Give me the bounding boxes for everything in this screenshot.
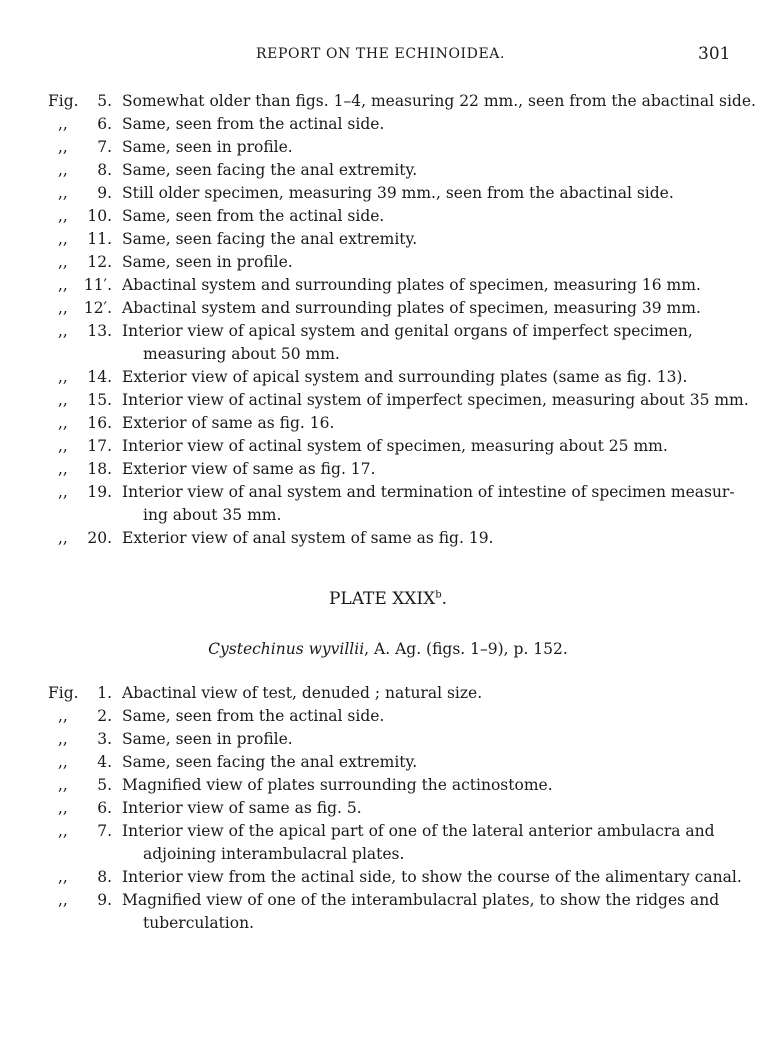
species-caption (0, 640, 776, 658)
running-head (0, 46, 776, 70)
figure-entry (0, 366, 776, 389)
figure-number: 16. (87, 414, 112, 432)
figure-number: 19. (87, 483, 112, 501)
figure-number: 17. (87, 437, 112, 455)
plate-heading-text: PLATE XXIX (328, 589, 436, 609)
ditto-mark: ,, (58, 822, 68, 840)
ditto-mark: ,, (58, 529, 68, 547)
figure-description: Same, seen in profile. (122, 253, 293, 271)
figure-description: Interior view of actinal system of imperfect specimen, measuring about 35 mm. (122, 391, 749, 409)
figure-description: Abactinal system and surrounding plates of specimen, measuring 39 mm. (122, 299, 701, 317)
ditto-mark: ,, (58, 138, 68, 156)
ditto-mark: ,, (58, 483, 68, 501)
figure-description: Magnified view of one of the interambulacral plates, to show the ridges and (122, 891, 720, 909)
figure-description: Same, seen from the actinal side. (122, 115, 385, 133)
figure-description-continued: adjoining interambulacral plates. (143, 845, 405, 863)
figure-description: Interior view of anal system and termination of intestine of specimen measur- (122, 483, 735, 501)
figure-entry (0, 159, 776, 182)
figure-entry (0, 90, 776, 113)
figure-number: 20. (87, 529, 112, 547)
figure-number: 12′. (83, 299, 112, 317)
figure-entry (0, 297, 776, 320)
figure-entry (0, 136, 776, 159)
figure-entry (0, 205, 776, 228)
figure-number: 11′. (83, 276, 112, 294)
plate-heading-superscript: b (435, 589, 442, 601)
figure-description: Same, seen from the actinal side. (122, 707, 385, 725)
figure-entry (0, 774, 776, 797)
ditto-mark: ,, (58, 868, 68, 886)
ditto-mark: ,, (58, 230, 68, 248)
figure-number: 5. (97, 92, 112, 110)
ditto-mark: ,, (58, 161, 68, 179)
figure-number: 14. (87, 368, 112, 386)
figure-number: 6. (97, 799, 112, 817)
figure-entry (0, 412, 776, 435)
figure-number: 11. (87, 230, 112, 248)
ditto-mark: ,, (58, 460, 68, 478)
figure-description: Same, seen facing the anal extremity. (122, 230, 418, 248)
figure-description: Abactinal view of test, denuded ; natural size. (122, 684, 483, 702)
figure-number: 3. (97, 730, 112, 748)
figure-number: 12. (87, 253, 112, 271)
figure-number: 6. (97, 115, 112, 133)
ditto-mark: ,, (58, 437, 68, 455)
figure-number: 10. (87, 207, 112, 225)
figure-entry (0, 481, 776, 504)
figure-entry (0, 682, 776, 705)
figure-description: Same, seen in profile. (122, 138, 293, 156)
figure-number: 5. (97, 776, 112, 794)
figure-number: 7. (97, 138, 112, 156)
figure-entry (0, 228, 776, 251)
figure-number: 4. (97, 753, 112, 771)
figure-entry (0, 182, 776, 205)
figure-entry (0, 728, 776, 751)
figure-entry (0, 797, 776, 820)
fig-label: Fig. (48, 684, 79, 702)
figure-entry (0, 889, 776, 912)
figure-description: Same, seen facing the anal extremity. (122, 753, 418, 771)
ditto-mark: ,, (58, 391, 68, 409)
ditto-mark: ,, (58, 276, 68, 294)
figure-description: Exterior view of same as fig. 17. (122, 460, 376, 478)
ditto-mark: ,, (58, 184, 68, 202)
figure-entry-continuation (0, 343, 776, 366)
figure-number: 7. (97, 822, 112, 840)
figure-entry-continuation (0, 843, 776, 866)
figure-description: Somewhat older than figs. 1–4, measuring 22 mm., seen from the abactinal side. (122, 92, 756, 110)
ditto-mark: ,, (58, 299, 68, 317)
ditto-mark: ,, (58, 368, 68, 386)
ditto-mark: ,, (58, 115, 68, 133)
figure-description: Exterior view of anal system of same as fig. 19. (122, 529, 494, 547)
ditto-mark: ,, (58, 776, 68, 794)
ditto-mark: ,, (58, 799, 68, 817)
plate-heading-end: . (441, 589, 448, 609)
ditto-mark: ,, (58, 753, 68, 771)
figure-entry-continuation (0, 504, 776, 527)
figure-description: Interior view of the apical part of one of the lateral anterior ambulacra and (122, 822, 715, 840)
figure-number: 13. (87, 322, 112, 340)
figure-description-continued: measuring about 50 mm. (143, 345, 340, 363)
figure-description: Same, seen in profile. (122, 730, 293, 748)
figure-description-continued: tuberculation. (143, 914, 255, 932)
figure-description: Exterior view of apical system and surrounding plates (same as fig. 13). (122, 368, 688, 386)
figure-entry (0, 458, 776, 481)
figure-entry (0, 820, 776, 843)
ditto-mark: ,, (58, 891, 68, 909)
figure-entry (0, 705, 776, 728)
figure-entry (0, 113, 776, 136)
ditto-mark: ,, (58, 707, 68, 725)
plate-a-figure-list (0, 90, 776, 550)
figure-description: Interior view from the actinal side, to show the course of the alimentary canal. (122, 868, 742, 886)
species-reference: , A. Ag. (figs. 1–9), p. 152. (364, 640, 568, 658)
figure-number: 1. (97, 684, 112, 702)
ditto-mark: ,, (58, 207, 68, 225)
figure-entry (0, 320, 776, 343)
figure-description: Still older specimen, measuring 39 mm., seen from the abactinal side. (122, 184, 674, 202)
figure-entry (0, 435, 776, 458)
species-name: Cystechinus wyvillii (208, 640, 365, 658)
figure-entry (0, 251, 776, 274)
figure-entry (0, 274, 776, 297)
figure-number: 8. (97, 161, 112, 179)
figure-description: Exterior of same as fig. 16. (122, 414, 335, 432)
plate-b-figure-list (0, 682, 776, 935)
figure-description: Interior view of actinal system of specimen, measuring about 25 mm. (122, 437, 668, 455)
figure-description: Abactinal system and surrounding plates of specimen, measuring 16 mm. (122, 276, 701, 294)
figure-number: 8. (97, 868, 112, 886)
fig-label: Fig. (48, 92, 79, 110)
figure-number: 2. (97, 707, 112, 725)
figure-description-continued: ing about 35 mm. (143, 506, 282, 524)
figure-entry (0, 527, 776, 550)
ditto-mark: ,, (58, 253, 68, 271)
figure-number: 18. (87, 460, 112, 478)
figure-entry (0, 751, 776, 774)
page-number: 301 (698, 44, 731, 64)
figure-description: Magnified view of plates surrounding the actinostome. (122, 776, 553, 794)
figure-number: 9. (97, 891, 112, 909)
running-head-title: REPORT ON THE ECHINOIDEA. (256, 46, 506, 62)
figure-number: 9. (97, 184, 112, 202)
ditto-mark: ,, (58, 322, 68, 340)
figure-entry (0, 866, 776, 889)
ditto-mark: ,, (58, 730, 68, 748)
figure-number: 15. (87, 391, 112, 409)
figure-entry (0, 389, 776, 412)
figure-description: Same, seen from the actinal side. (122, 207, 385, 225)
ditto-mark: ,, (58, 414, 68, 432)
figure-description: Interior view of apical system and genital organs of imperfect specimen, (122, 322, 693, 340)
figure-description: Interior view of same as fig. 5. (122, 799, 362, 817)
figure-description: Same, seen facing the anal extremity. (122, 161, 418, 179)
figure-entry-continuation (0, 912, 776, 935)
plate-heading (0, 589, 776, 609)
